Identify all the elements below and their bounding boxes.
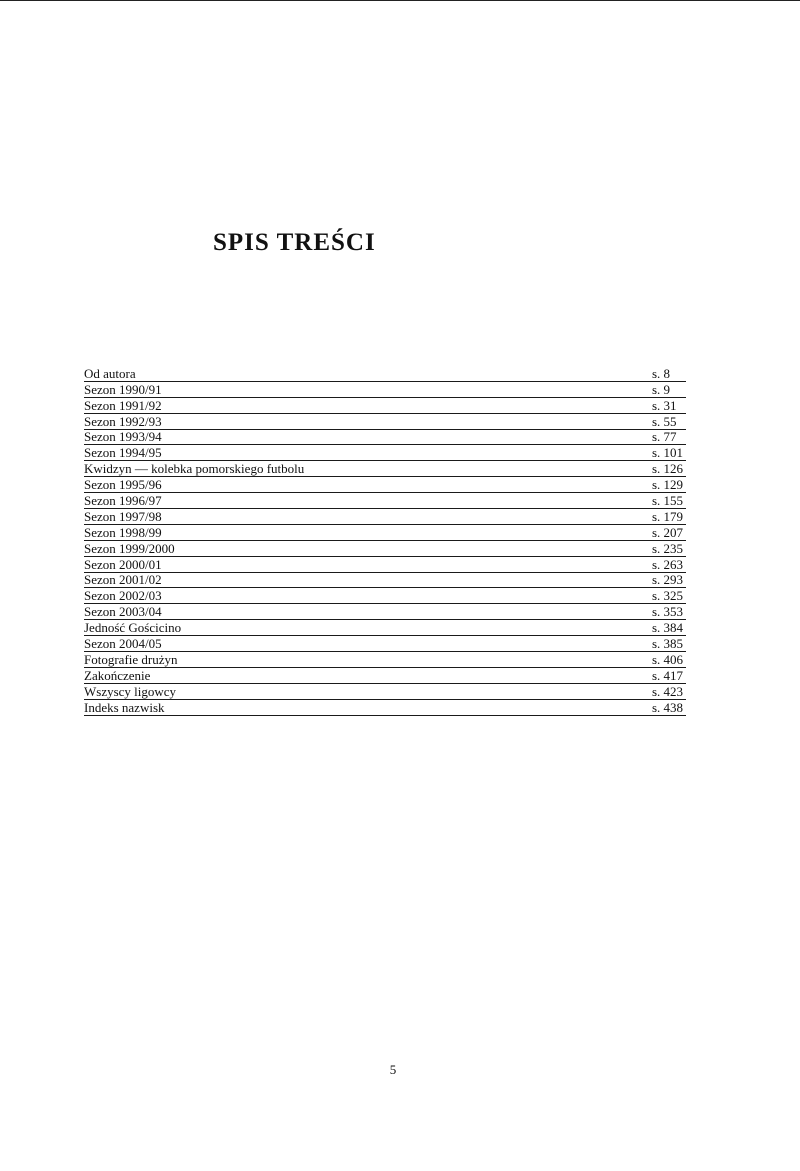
toc-entry-title: Wszyscy ligowcy [84, 683, 177, 699]
toc-entry-title: Indeks nazwisk [84, 699, 165, 715]
toc-entry[interactable] [84, 604, 686, 620]
toc-entry-page: s. 126 [652, 461, 684, 477]
toc-entry-page: s. 438 [652, 699, 684, 715]
toc-entry[interactable] [84, 430, 686, 446]
toc-entry[interactable] [84, 700, 686, 716]
toc-entry-title: Od autora [84, 365, 136, 381]
toc-entry-page: s. 207 [652, 524, 684, 540]
toc-entry-page: s. 384 [652, 620, 684, 636]
toc-entry-title: Sezon 1997/98 [84, 508, 162, 524]
toc-entry[interactable] [84, 573, 686, 589]
toc-entry-title: Jedność Gościcino [84, 620, 182, 636]
toc-entry[interactable] [84, 636, 686, 652]
toc-entry[interactable] [84, 509, 686, 525]
toc-entry[interactable] [84, 525, 686, 541]
toc-entry[interactable] [84, 668, 686, 684]
toc-entry-title: Sezon 1992/93 [84, 413, 162, 429]
toc-entry-page: s. 55 [652, 413, 677, 429]
toc-entry-title: Fotografie drużyn [84, 651, 178, 667]
toc-entry-title: Sezon 2001/02 [84, 572, 162, 588]
toc-entry[interactable] [84, 493, 686, 509]
toc-entry-page: s. 325 [652, 588, 684, 604]
toc-entry-page: s. 129 [652, 477, 684, 493]
toc-entry-title: Sezon 2000/01 [84, 556, 162, 572]
toc-entry-page: s. 353 [652, 604, 684, 620]
toc-entry-title: Sezon 1999/2000 [84, 540, 175, 556]
page-number: 5 [389, 1062, 397, 1077]
toc-entry-page: s. 77 [652, 429, 677, 445]
toc-entry-title: Sezon 2003/04 [84, 604, 162, 620]
toc-entry-page: s. 31 [652, 397, 677, 413]
toc-entry[interactable] [84, 445, 686, 461]
toc-entry-page: s. 155 [652, 493, 684, 509]
toc-entry-page: s. 179 [652, 508, 684, 524]
toc-entry-title: Sezon 1991/92 [84, 397, 162, 413]
toc-entry-title: Zakończenie [84, 667, 151, 683]
toc-entry-page: s. 406 [652, 651, 684, 667]
top-border-rule [0, 0, 800, 1]
toc-entry[interactable] [84, 461, 686, 477]
toc-entry[interactable] [84, 652, 686, 668]
toc-entry[interactable] [84, 541, 686, 557]
toc-entry-title: Sezon 2004/05 [84, 636, 162, 652]
toc-entry[interactable] [84, 588, 686, 604]
toc-entry-title: Sezon 1994/95 [84, 445, 162, 461]
toc-entry[interactable] [84, 398, 686, 414]
toc-entry[interactable] [84, 557, 686, 573]
toc-entry[interactable] [84, 366, 686, 382]
toc-entry-page: s. 8 [652, 365, 671, 381]
toc-entry-page: s. 293 [652, 572, 684, 588]
table-of-contents [84, 366, 686, 716]
toc-entry-title: Sezon 1990/91 [84, 381, 162, 397]
toc-entry-title: Sezon 1998/99 [84, 524, 162, 540]
toc-entry-page: s. 263 [652, 556, 684, 572]
toc-entry-page: s. 101 [652, 445, 684, 461]
toc-entry-page: s. 235 [652, 540, 684, 556]
toc-entry-title: Kwidzyn — kolebka pomorskiego futbolu [84, 461, 305, 477]
toc-entry[interactable] [84, 382, 686, 398]
toc-entry-page: s. 417 [652, 667, 684, 683]
toc-entry-page: s. 9 [652, 381, 671, 397]
toc-entry[interactable] [84, 684, 686, 700]
toc-entry-page: s. 385 [652, 636, 684, 652]
toc-entry-title: Sezon 1995/96 [84, 477, 162, 493]
toc-entry[interactable] [84, 414, 686, 430]
toc-entry-page: s. 423 [652, 683, 684, 699]
toc-entry[interactable] [84, 620, 686, 636]
toc-entry-title: Sezon 1993/94 [84, 429, 162, 445]
page-title: SPIS TREŚCI [213, 229, 376, 256]
toc-entry[interactable] [84, 477, 686, 493]
toc-entry-title: Sezon 2002/03 [84, 588, 162, 604]
toc-entry-title: Sezon 1996/97 [84, 493, 162, 509]
